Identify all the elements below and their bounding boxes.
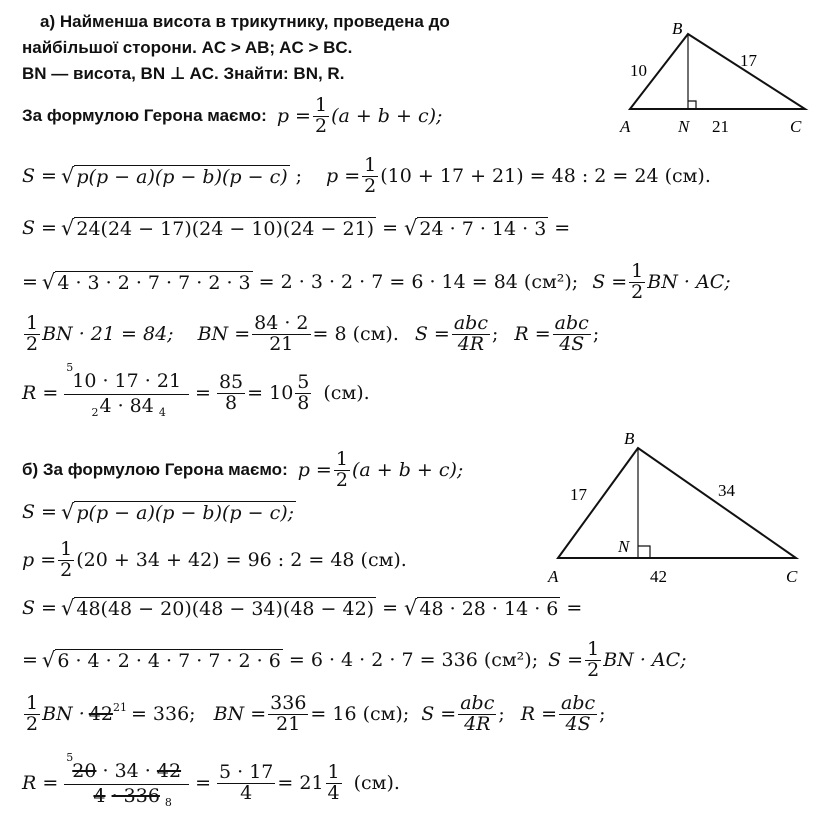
s-lhs: S = [22,165,57,188]
p-calc: (10 + 17 + 21) = 48 : 2 = 24 (см). [380,165,711,188]
side-ac-label: 21 [712,117,729,136]
vertex-n-label-b: N [618,537,630,556]
s-abc-fraction: $\frac{\text{abc}}{4R}$ [453,312,488,355]
p-formula-b: (a + b + c); [351,459,464,482]
side-ac-label-b: 42 [650,567,667,586]
r-result-b: = 21 [277,772,324,795]
vertex-a-label: A [620,117,631,136]
s-sub-b: 48(48 − 20)(48 − 34)(48 − 42) [76,597,375,620]
s-result: = 2 · 3 · 2 · 7 = 6 · 14 = 84 (см²); [258,271,579,294]
right-angle-mark-a [688,101,696,109]
s-factored-b: 6 · 4 · 2 · 4 · 7 · 7 · 2 · 6 [57,649,281,672]
bn-equation: BN · 21 = 84; [42,323,174,346]
s-line-b1: S = √ p(p − a)(p − b)(p − c); [22,500,295,524]
half-fraction: $\frac{1}{2}$ [587,638,600,681]
s-formula-b: p(p − a)(p − b)(p − c); [76,501,295,524]
r-mixed-fraction: $\frac{5}{8}$ [297,371,310,414]
r-mixed-fraction-b: $\frac{1}{4}$ [327,761,340,804]
r-lhs: R = [22,382,59,405]
s-abc-fraction-b: $\frac{\text{abc}}{4R}$ [460,692,495,735]
side-bc-label-b: 34 [718,481,735,500]
heron-line-a [22,96,442,137]
vertex-a-label-b: A [548,567,559,586]
s-radicand: p(p − a)(p − b)(p − c) [76,165,288,188]
half-fraction: $\frac{1}{2}$ [364,154,377,197]
half-fraction: $\frac{1}{2}$ [26,312,39,355]
bn-fraction: $\frac{84 \cdot 2}{21}$ [254,312,309,355]
s-line-a2: S = √ 24(24 − 17)(24 − 10)(24 − 21) = √ 24 · 7 · 14 · 3 = [22,216,571,240]
bn-result-b: = 16 (см); [310,703,410,726]
s-bn-ac: BN · AC; [647,271,731,294]
s-sub2-b: 48 · 28 · 14 · 6 [419,597,559,620]
bn-line-a: $\frac{1}{2}$ BN · 21 = 84; BN = $\frac{84 \cdot 2}{21}$ = 8 (см). S = $\frac{\text{abc}}{4R}$ ; R = $\frac{\text{abc}}{4S}$ ; [26,312,600,355]
side-ab-label: 10 [630,61,647,80]
bn-fraction-b: $\frac{336}{21}$ [270,692,307,735]
s-line-a1: S = √ p(p − a)(p − b)(p − c) ; p = $\frac{1}{2}$ (10 + 17 + 21) = 48 : 2 = 24 (см). [22,154,711,197]
half-fraction: $\frac{1}{2}$ [335,448,348,491]
header-line-1: а) Найменша висота в трикутнику, проведена до [40,12,450,31]
r-mid-fraction-b: $\frac{5 \cdot 17}{4}$ [219,761,274,804]
heron-label: За формулою Герона маємо: [22,106,267,126]
p-symbol: p = [326,165,361,188]
r-abc-fraction-b: $\frac{\text{abc}}{4S}$ [561,692,596,735]
p-calc-b: (20 + 34 + 42) = 96 : 2 = 48 (см). [76,549,407,572]
header-line-3: BN — висота, BN ⊥ AC. Знайти: BN, R. [22,64,345,83]
r-mid-fraction: $\frac{85}{8}$ [218,371,244,414]
crossed-42: 42 [88,703,113,726]
s-sub: 24(24 − 17)(24 − 10)(24 − 21) [76,217,375,240]
heron-line-b: б) За формулою Герона маємо: p = $\frac{1}{2}$ (a + b + c); [22,448,464,491]
half-fraction: $\frac{1}{2}$ [26,692,39,735]
p-line-b: p = $\frac{1}{2}$ (20 + 34 + 42) = 96 : 2 = 48 (см). [22,538,407,581]
vertex-b-label: B [672,19,683,38]
vertex-n-label: N [678,117,690,136]
r-fraction: 5 10 · 17 · 21 2 4 · 84 4 [64,368,189,419]
header-line-2: найбільшої сторони. AC > AB; AC > BC. [22,38,353,57]
heron-label-b: б) За формулою Герона маємо: [22,460,288,480]
vertex-c-label: C [790,117,802,136]
s-line-b2: S = √ 48(48 − 20)(48 − 34)(48 − 42) = √ 48 · 28 · 14 · 6 = [22,596,583,620]
half-fraction: $\frac{1}{2}$ [631,260,644,303]
triangle-b-diagram [540,426,810,596]
triangle-b [558,448,796,558]
side-bc-label: 17 [740,51,757,70]
r-line-a: R = 5 10 · 17 · 21 2 4 · 84 4 = $\frac{85}{8}$ = 10 $\frac{5}{8}$ (см). [22,361,370,420]
p-formula: (a + b + c); [331,105,443,128]
half-fraction: $\frac{1}{2}$ [314,94,328,137]
p-symbol: p = [276,105,311,128]
vertex-b-label-b: B [624,429,635,448]
r-abc-fraction: $\frac{\text{abc}}{4S}$ [554,312,589,355]
right-angle-mark-b [638,546,650,558]
triangle-a-diagram [600,14,820,144]
triangle-a [630,34,805,109]
s-line-a3: = √ 4 · 3 · 2 · 7 · 7 · 2 · 3 = 2 · 3 · 2 · 7 = 6 · 14 = 84 (см²); S = $\frac{1}{2}$ BN · AC; [22,260,731,303]
s-factored: 4 · 3 · 2 · 7 · 7 · 2 · 3 [57,271,251,294]
s-line-b3: = √ 6 · 4 · 2 · 4 · 7 · 7 · 2 · 6 = 6 · 4 · 2 · 7 = 336 (см²); S = $\frac{1}{2}$ BN · AC; [22,638,687,681]
r-line-b: R = 5 20 · 34 · 42 4 · 336 8 = $\frac{5 \cdot 17}{4}$ = 21 $\frac{1}{4}$ (см). [22,751,400,810]
half-fraction: $\frac{1}{2}$ [60,538,73,581]
vertex-c-label-b: C [786,567,798,586]
bn-line-b: $\frac{1}{2}$ BN · 42 $^{21}$ = 336; BN = $\frac{336}{21}$ = 16 (см); S = $\frac{\text{abc}}{4R}$ ; R = $\frac{\text{abc}}{4S}$ ; [26,692,606,735]
s-result-b: = 6 · 4 · 2 · 7 = 336 (см²); [288,649,539,672]
r-result: = 10 [247,382,294,405]
s-lhs: S = [22,217,57,239]
r-fraction-b: 5 20 · 34 · 42 4 · 336 8 [64,758,189,809]
s-sub2: 24 · 7 · 14 · 3 [419,217,547,240]
bn-result: = 8 (см). [312,323,399,346]
side-ab-label-b: 17 [570,485,587,504]
